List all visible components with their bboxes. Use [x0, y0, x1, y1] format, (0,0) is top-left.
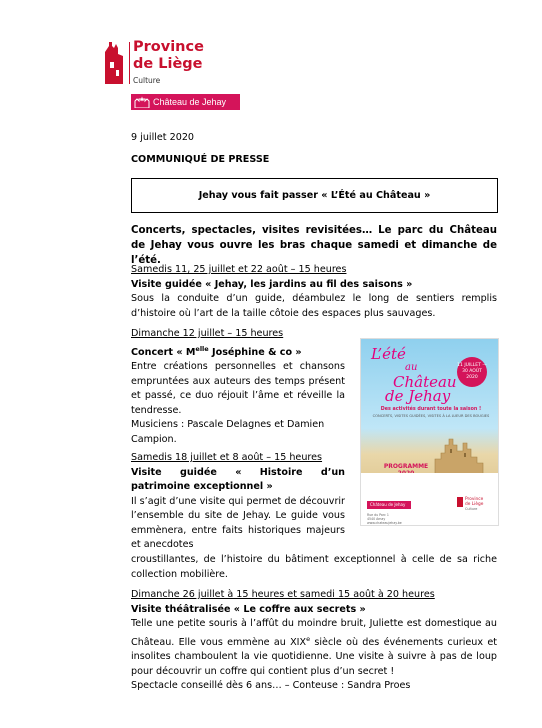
event-date: Samedis 11, 25 juillet et 22 août – 15 heures — [131, 264, 347, 275]
event-title — [131, 342, 345, 361]
event-title-prefix: Concert « M — [131, 346, 196, 358]
logo-subtitle: Culture — [133, 76, 161, 85]
poster-logo-icon — [457, 497, 463, 507]
intro-paragraph: Concerts, spectacles, visites revisitées… Le parc du Château de Jehay vous ouvre les bras chaque samedi et dimanche de l’été. — [131, 225, 497, 266]
event-title-superscript: elle — [195, 344, 209, 353]
poster-address — [367, 513, 402, 525]
poster-footer-band: Château de Jehay — [367, 501, 411, 509]
chateau-icon — [134, 96, 150, 108]
poster-title — [371, 347, 457, 403]
poster-footer — [361, 473, 499, 526]
event-date: Dimanche 12 juillet – 15 heures — [131, 328, 284, 339]
poster-address-line: 4540 Amay — [367, 517, 386, 521]
poster-tagline: Des activités durant toute la saison ! — [380, 407, 482, 412]
event-description-prefix: Telle une petite souris à l’affût du moindre bruit, Juliette est domestique au Château. Elle vous emmène au XIX — [131, 618, 497, 648]
event-poster — [360, 338, 499, 526]
sandcastle-illustration — [431, 435, 487, 475]
event-date: Dimanche 26 juillet à 15 heures et samedi 15 août à 20 heures — [131, 589, 435, 600]
document-type: COMMUNIQUÉ DE PRESSE — [131, 154, 270, 165]
event-credits: Musiciens : Pascale Delagnes et Damien Campion. — [131, 419, 325, 445]
poster-title-line: de Jehay — [385, 387, 451, 405]
event-description-superscript: e — [306, 634, 311, 643]
event-section-2 — [131, 327, 345, 447]
poster-logo-line: Province — [465, 497, 484, 502]
poster-logo — [465, 497, 483, 512]
poster-title-line: L’été — [371, 345, 406, 363]
logo-line-2: de Liège — [133, 55, 203, 72]
poster-address-line: www.chateaujehay.be — [367, 521, 402, 525]
event-section-1 — [131, 263, 497, 321]
release-date: 9 juillet 2020 — [131, 132, 195, 143]
event-description: Entre créations personnelles et chansons empruntées aux auteurs des temps présent et passé, ce duo réjouit l’âme et réveille la tendresse. — [131, 361, 345, 416]
poster-address-line: Rue du Parc 1 — [367, 513, 389, 517]
event-title-suffix: Joséphine & co » — [208, 346, 302, 358]
poster-date-badge: 11 JUILLET — 30 AOÛT 2020 — [457, 357, 487, 387]
event-description-suffix: siècle où des événements curieux et insolites chamboulent la vie quotidienne. Une visite à suivre à pas de loup pour découvrir un coffre qui contient plus d’un secret ! — [131, 636, 497, 677]
press-release-title: Jehay vous fait passer « L’Été au Château » — [131, 178, 498, 213]
event-title: Visite guidée « Histoire d’un patrimoine exceptionnel » — [131, 466, 345, 492]
logo-divider — [129, 42, 130, 84]
poster-logo-line: Culture — [465, 507, 478, 511]
event-section-4 — [131, 588, 497, 694]
event-credits: Spectacle conseillé dès 6 ans… – Conteuse : Sandra Proes — [131, 680, 411, 692]
event-date: Samedis 18 juillet et 8 août – 15 heures — [131, 452, 323, 463]
logo-line-1: Province — [133, 39, 204, 55]
event-description: Il s’agit d’une visite qui permet de découvrir l’ensemble du site de Jehay. Le guide vous emmènera, entre faits historiques majeurs et anecdotes — [131, 495, 345, 550]
chateau-badge — [131, 94, 240, 110]
poster-programme: PROGRAMME — [383, 463, 429, 470]
event-description — [131, 617, 497, 679]
event-title: Visite guidée « Jehay, les jardins au fil des saisons » — [131, 278, 413, 290]
poster-logo-line: de Liège — [465, 502, 484, 507]
poster-title-line: au — [405, 362, 418, 373]
castle-logo-icon — [103, 40, 125, 84]
event-title: Visite théâtralisée « Le coffre aux secrets » — [131, 603, 366, 615]
event-description-continued: croustillantes, de l’histoire du bâtiment exceptionnel à celle de sa riche collection mobilière. — [131, 554, 497, 580]
poster-title-line: Château — [393, 373, 457, 391]
chateau-badge-label: Château de Jehay — [153, 97, 227, 107]
poster-subline: CONCERTS, VISITES GUIDÉES, VISITES À LA LUEUR DES BOUGIES — [372, 414, 490, 418]
event-section-3 — [131, 451, 345, 553]
province-logo — [103, 36, 233, 86]
event-description: Sous la conduite d’un guide, déambulez le long de sentiers remplis d’histoire où l’art de la taille côtoie des espaces plus sauvages. — [131, 293, 497, 319]
event-section-3-continued — [131, 553, 497, 582]
